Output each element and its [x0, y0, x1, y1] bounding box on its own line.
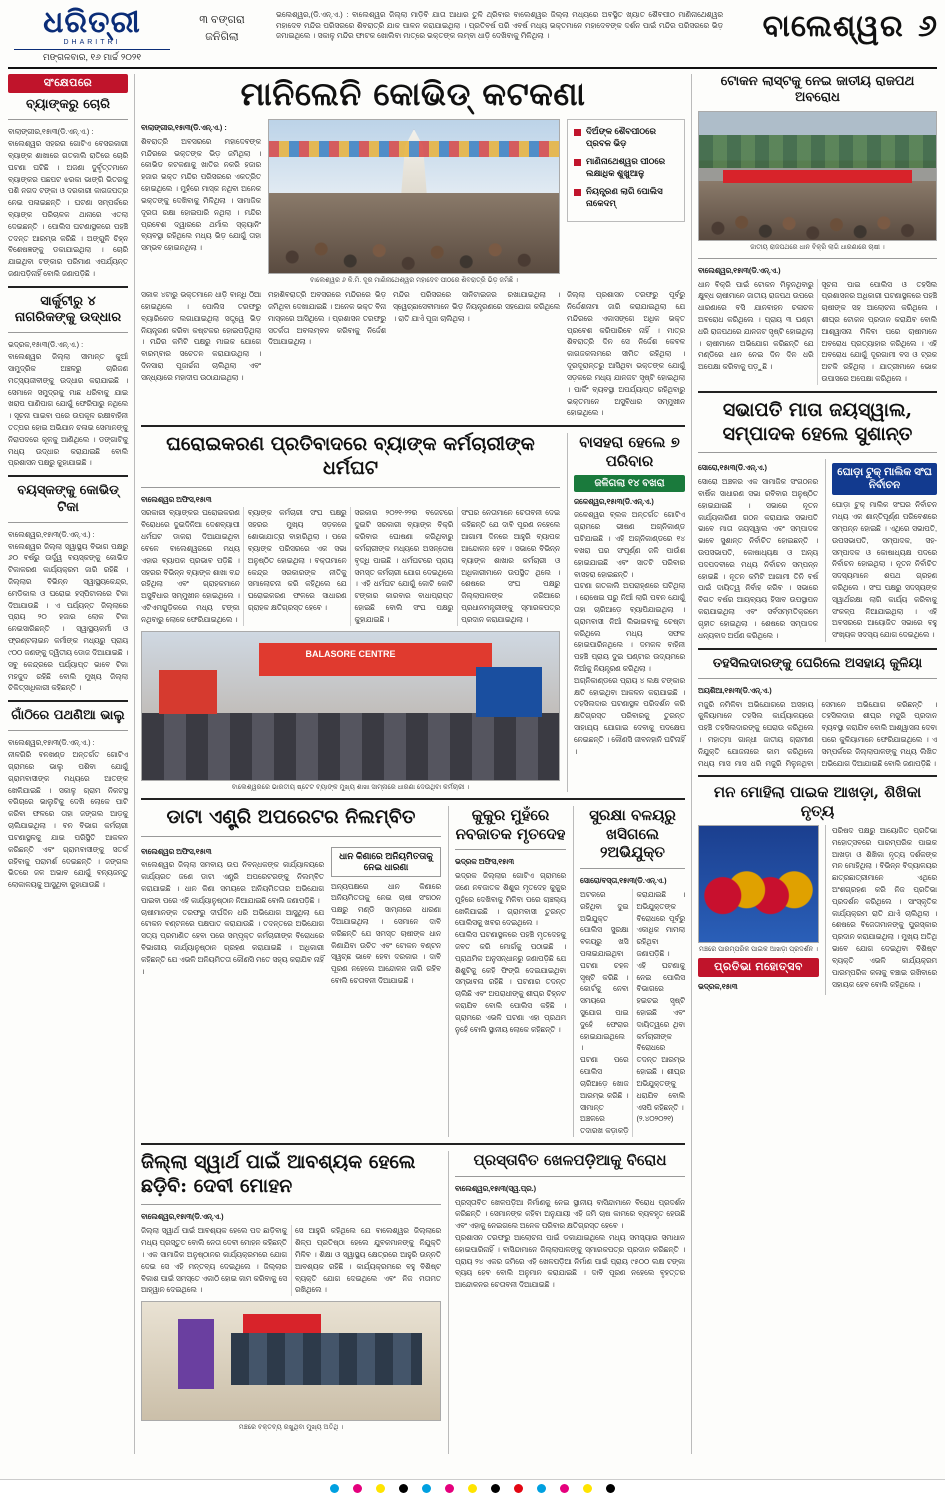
homeless-headline[interactable]: ବାସହରା ହେଲେ ୭ ପରିବାର: [579, 433, 680, 470]
lead-photo: [268, 119, 560, 274]
divider: [141, 836, 441, 837]
bottom-mid-col-2: ପ୍ରଶାସନ ତରଫରୁ ଆଲୋଚନା ପାଇଁ ଡକାଯାଇଥିଲେ ମଧ୍ୟ ସମସ୍ୟାର ସମାଧାନ ହୋଇପାରିନାହିଁ । ବାସିନ୍ଦାମାନେ ଜିଲ୍ଲାପାଳଙ୍କୁ ସ୍ମାରକପତ୍ର ପ୍ରଦାନ କରିଛନ୍ତି । ପ୍ରାୟ ୨୪ ଏକର ଜମିରେ ଏହି ଖେଳପଡ଼ିଆ ନିର୍ମାଣ ପାଇଁ ପ୍ରାୟ ୯୫୦୦ ଲକ୍ଷ ଟଙ୍କା ବ୍ୟୟ ହେବ ବୋଲି ଅନୁମାନ କରାଯାଇଛି । ଦାବି ପୂରଣ ନହେଲେ ବୃହତ୍ତର ଆନ୍ଦୋଳନର ଚେତାବନୀ ଦିଆଯାଇଛି ।: [455, 1232, 685, 1290]
homeless-dateline: ଜଳେଶ୍ୱର,୧୫ା୩(ଡି.ଏନ୍.ଏ.): [574, 496, 654, 506]
bottom-mid-story: [448, 1151, 685, 1454]
divider: [8, 119, 128, 120]
registration-dot: [583, 1484, 592, 1493]
divider: [698, 678, 937, 679]
bullet-square-icon: [574, 159, 581, 166]
divider: [455, 1176, 685, 1177]
brief-headline[interactable]: ବ୍ୟାଙ୍କରୁ ଚୋରି: [25, 97, 111, 112]
bottom-right-body: ପରିଷଦ ପକ୍ଷରୁ ଆୟୋଜିତ ପ୍ରତିଭା ମହୋତ୍ସବରେ ପାରମ୍ପରିକ ପାଇକ ଆଖଡ଼ା ଓ ଶିଖିକା ନୃତ୍ୟ ଦର୍ଶକଙ୍କ ମନ ମୋହିଥିଲା । ବିଭିନ୍ନ ବିଦ୍ୟାଳୟର ଛାତ୍ରଛାତ୍ରୀମାନେ ଏଥିରେ ଅଂଶଗ୍ରହଣ କରି ନିଜ ପ୍ରତିଭା ପ୍ରଦର୍ଶନ କରିଥିଲେ । ସାଂସ୍କୃତିକ କାର୍ଯ୍ୟକ୍ରମ ରାତି ଯାଏଁ ଚାଲିଥିଲା । ଶେଷରେ ବିଜେତାମାନଙ୍କୁ ପୁରସ୍କାର ପ୍ରଦାନ କରାଯାଇଥିଲା । ମୁଖ୍ୟ ଅତିଥି ଭାବେ ଯୋଗ ଦେଇଥିବା ବିଶିଷ୍ଟ ବ୍ୟକ୍ତି ଏଭଳି କାର୍ଯ୍ୟକ୍ରମ ପାରମ୍ପରିକ କଳାକୁ ବଞ୍ଚାଇ ରଖିବାରେ ସହାୟକ ହେବ ବୋଲି କହିଥିଲେ ।: [832, 825, 937, 989]
bottom-mid-dateline: ବାଲେଶ୍ୱର,୧୫ା୩(ସ୍ୱ.ପ୍ର.): [455, 1183, 537, 1193]
divider: [8, 700, 128, 702]
divider: [8, 332, 128, 333]
tehsildar-body-text: ମଜୁରି ନମିଳିବା ଅଭିଯୋଗରେ ଅସହାୟ କୁଳିୟାମାନେ ତହସିଲ କାର୍ଯ୍ୟାଳୟରେ ପହଞ୍ଚି ତହସିଲଦାରଙ୍କୁ ଘେରାଉ କରିଥିଲେ । ମହାତ୍ମା ଗାନ୍ଧୀ ଜାତୀୟ ଗ୍ରାମୀଣ ନିଯୁକ୍ତି ଯୋଜନାରେ କାମ କରିଥିଲେ ମଧ୍ୟ ମାସ ମାସ ଧରି ମଜୁରି ମିଳୁନଥିବା ସେମାନେ ଅଭିଯୋଗ କରିଛନ୍ତି । ତହସିଲଦାର ଶୀଘ୍ର ମଜୁରି ପ୍ରଦାନ ବ୍ୟବସ୍ଥା କରାଯିବ ବୋଲି ଆଶ୍ୱାସନା ଦେବା ପରେ କୁଳିୟାମାନେ ଫେରିଯାଇଥିଲେ । ଏ ସମ୍ପର୍କରେ ଜିଲ୍ଲାପାଳଙ୍କୁ ମଧ୍ୟ ଲିଖିତ ଅଭିଯୋଗ ଦିଆଯାଇଛି ବୋଲି ଜଣାପଡ଼ିଛି ।: [698, 699, 937, 768]
tehsildar-headline[interactable]: ତହସିଲଦାରଙ୍କୁ ଘେରିଲେ ଅସହାୟ କୁଳିୟା: [712, 655, 923, 671]
lead-body-2: ସକାଳ ୪ଟାରୁ ଭକ୍ତମାନେ ଧାଡ଼ି ବାନ୍ଧି ଠିଆ ହୋଇଥିଲେ । ପୋଲିସ ତରଫରୁ ବ୍ୟାରିକେଡ ଲଗାଯାଇଥିଲା ସତ୍ତ୍ୱେ ଭିଡ଼ ନିୟନ୍ତ୍ରଣ କରିବା କଷ୍ଟକର ହୋଇପଡ଼ିଥିଲା । ମନ୍ଦିର କମିଟି ପକ୍ଷରୁ ମାଇକ ଯୋଗେ ବାରମ୍ବାର ସଚେତନ କରାଯାଉଥିଲା । ଦିନସାରା ପୂଜାର୍ଚ୍ଚନା ଚାଲିଥିଲା ଏବଂ ସନ୍ଧ୍ୟାରେ ମହାଦୀପ ଉଠାଯାଇଥିଲା ।: [141, 290, 261, 382]
brief-dateline: ଭଦ୍ରକ,୧୫ା୩(ଡି.ଏନ୍.ଏ.) :: [8, 340, 84, 350]
page-body: [8, 74, 937, 1454]
divider: [698, 391, 937, 393]
bank-strike-dateline: ବାଲେଶ୍ୱର ଅଫିସ,୧୫ା୩: [141, 494, 212, 504]
lead-story: [141, 74, 685, 419]
data-entry-story: [141, 806, 441, 1137]
lead-photo-caption: ବାଲେଶ୍ୱର ୬ କି.ମି. ଦୂର ମାଣିନାଥେଶ୍ୱର ମହାଦେବ ପୀଠରେ ଶିବରାତ୍ରି ଭିଡ଼ ଜମିଛି ।: [310, 277, 518, 284]
divider: [8, 522, 128, 523]
bank-strike-photo: [141, 631, 560, 781]
lead-bullets-block: [567, 119, 685, 285]
bottom-mid-col-1: ପ୍ରସ୍ତାବିତ ଖେଳପଡ଼ିଆ ନିର୍ମାଣକୁ ନେଇ ସ୍ଥାନୀୟ ବାସିନ୍ଦାମାନେ ବିରୋଧ ପ୍ରଦର୍ଶନ କରିଛନ୍ତି । ସେମାନଙ୍କ କହିବା ଅନୁଯାୟୀ ଏହି ଜମି ଚାଷ କାମରେ ବ୍ୟବହୃତ ହେଉଛି ଏବଂ ଏହାକୁ ନେଇଗଲେ ଅନେକ ପରିବାର କ୍ଷତିଗ୍ରସ୍ତ ହେବେ ।: [455, 1197, 685, 1231]
lead-photo-block: [268, 119, 560, 285]
lead-bullet-list: [567, 119, 685, 222]
bank-strike-headline[interactable]: ଘରୋଇକରଣ ପ୍ରତିବାଦରେ ବ୍ୟାଙ୍କ କର୍ମଚାରୀଙ୍କ ଧର୍ମଘଟ: [166, 433, 535, 479]
bottom-left-photo: [141, 1301, 441, 1421]
brief-headline[interactable]: ଗାଁଠିରେ ପଥଣିଆ ଭାଲୁ: [11, 708, 125, 724]
divider: [141, 1143, 685, 1145]
road-block-dateline: ବାଲେଶ୍ୱର,୧୫ା୩(ଡି.ଏନ୍.ଏ.): [698, 265, 781, 275]
tehsildar-body: [698, 699, 937, 770]
bottom-right-dateline: ଭଦ୍ରକ,୧୫ା୩: [698, 982, 738, 992]
registration-dot: [353, 1484, 362, 1493]
accused-dateline: ସୋରୋ/ବସ୍ତା,୧୫ା୩(ଡି.ଏନ୍.ଏ.): [580, 876, 667, 886]
accused-col-2: ଘଟଣା ପରେ ପୋଲିସ ଚାରିଆଡ଼େ ଖୋଜ ଆରମ୍ଭ କରିଛି । ସୀମାନ୍ତ ଅଞ୍ଚଳରେ ତଦାରଖ କଡ଼ାକଡ଼ି କରାଯାଇଛି । ଅଭିଯୁକ୍ତଙ୍କ ବିରୋଧରେ ପୂର୍ବରୁ ଏକାଧିକ ମାମଲା ରହିଥିବା ଜଣାପଡ଼ିଛି ।: [580, 889, 685, 1136]
bank-strike-col-4: ସଂଘର ନେତାମାନେ ଚେତାବନୀ ଦେଇ କହିଛନ୍ତି ଯେ ଦାବି ପୂରଣ ନହେଲେ ଆଗାମୀ ଦିନରେ ଆହୁରି ବ୍ୟାପକ ଆନ୍ଦୋଳନ ହେବ । ସଭାରେ ବିଭିନ୍ନ ବ୍ୟାଙ୍କ ଶାଖାର କର୍ମଚାରୀ ଓ ଅଧିକାରୀମାନେ ଉପସ୍ଥିତ ଥିଲେ । ଶେଷରେ ସଂଘ ପକ୍ଷରୁ ଜିଲ୍ଲାପାଳଙ୍କ ଜରିଆରେ ପ୍ରଧାନମନ୍ତ୍ରୀଙ୍କୁ ସ୍ମାରକପତ୍ର ପ୍ରଦାନ କରାଯାଇଥିଲା ।: [461, 508, 560, 624]
logo-subtitle: DHARITRI: [63, 39, 121, 46]
president-headline[interactable]: ସଭାପତି ମାତା ଜୟସ୍ୱାଲ, ସମ୍ପାଦକ ହେଲେ ସୁଶାନ୍ତ: [722, 398, 913, 445]
data-entry-headline[interactable]: ଡାଟା ଏଣ୍ଟ୍ରି ଅପରେଟର ନିଲମ୍ବିତ: [166, 805, 416, 828]
divider: [8, 730, 128, 731]
brief-dateline: ବାଲେଶ୍ୱର,୧୫ା୩(ଡି.ଏନ୍.ଏ.) :: [8, 738, 95, 748]
bullet-text: ଦିଅଁଙ୍କ ଶୈବପୀଠରେ ପ୍ରବଳ ଭିଡ଼: [586, 126, 656, 148]
brief-body: ନୀଳଗିରି ବନଖଣ୍ଡ ଅନ୍ତର୍ଗତ ଗୋଟିଏ ଗ୍ରାମରେ ଭାଲୁ ପଶିବା ଯୋଗୁଁ ଗ୍ରାମବାସୀଙ୍କ ମଧ୍ୟରେ ଆତଙ୍କ ଖେଳିଯାଇଛି । ସକାଳୁ ଗ୍ରାମ ନିକଟସ୍ଥ ବଗିଚାରେ ଭାଲୁଟିକୁ ଦେଖି ଲୋକେ ପାଟି କରିବା ଫଳରେ ତାହା ଜଙ୍ଗଲ ଆଡ଼କୁ ଚାଲିଯାଇଥିଲା । ବନ ବିଭାଗ କର୍ମଚାରୀ ଘଟଣାସ୍ଥଳକୁ ଯାଇ ପରିସ୍ଥିତି ଆକଳନ କରିଛନ୍ତି ଏବଂ ଗ୍ରାମବାସୀଙ୍କୁ ସତର୍କ ରହିବାକୁ ପରାମର୍ଶ ଦେଇଛନ୍ତି । ଜଙ୍ଗଲ ଭିତରେ ଜଳ ଅଭାବ ଯୋଗୁଁ ବନ୍ୟଜନ୍ତୁ ଲୋକାଳୟକୁ ଆସୁଥିବା କୁହାଯାଉଛି ।: [8, 750, 128, 890]
lead-text-col: [141, 119, 261, 285]
bottom-right-story: [698, 783, 937, 1454]
divider: [141, 798, 685, 800]
bullet-text: ନିୟନ୍ତ୍ରଣ ଲାଗି ପୋଲିସ ନାକେଦମ୍: [586, 186, 663, 208]
bullet-item: [574, 126, 678, 149]
masthead-tagline: [176, 6, 268, 63]
logo-text: ଧରିତ୍ରୀ: [43, 5, 141, 40]
masthead-edition-block: [731, 6, 937, 63]
brief-item: [8, 483, 128, 694]
registration-dot: [468, 1484, 477, 1493]
registration-dot: [445, 1484, 454, 1493]
page-number: ୬: [918, 10, 937, 43]
infant-body-2: ପୋଲିସ ଘଟଣାସ୍ଥଳରେ ପହଞ୍ଚି ମୃତଦେହକୁ ଜବତ କରି ମୋର୍ଗକୁ ପଠାଇଛି । ପ୍ରାଥମିକ ଅନୁସନ୍ଧାନରୁ ଜଣାପଡ଼ିଛି ଯେ ଶିଶୁଟିକୁ କେହି ଫିଙ୍ଗି ଦେଇଯାଇଥିବା ସମ୍ଭାବନା ରହିଛି । ଘଟଣାର ତଦନ୍ତ ଚାଲିଛି ଏବଂ ଅପରାଧୀଙ୍କୁ ଶୀଘ୍ର ଚିହ୍ନଟ କରାଯିବ ବୋଲି ପୋଲିସ କହିଛି । ଗ୍ରାମରେ ଏଭଳି ଘଟଣା ଏହା ପ୍ରଥମ ନୁହେଁ ବୋଲି ସ୍ଥାନୀୟ ଲୋକେ କହିଛନ୍ତି ।: [455, 930, 566, 1034]
divider: [8, 475, 128, 477]
briefs-column: [8, 74, 128, 1454]
bank-strike-photo-caption: ବାଲେଶ୍ୱରରେ ଭାରତୀୟ ଷ୍ଟେଟ ବ୍ୟାଙ୍କ ମୁଖ୍ୟ ଶାଖା ସାମ୍ନାରେ ଧାରଣା ଦେଉଥିବା କର୍ମଚାରୀ ।: [231, 783, 470, 791]
divider: [698, 258, 937, 259]
brief-body: ବାଲେଶ୍ୱର ଜିଲ୍ଲା ସୀମାନ୍ତ କୁଆଁ ସାମୁଦ୍ରିକ ଅଞ୍ଚଳରୁ ଚାରିଜଣ ମତ୍ସ୍ୟଜୀବୀଙ୍କୁ ଉଦ୍ଧାର କରାଯାଇଛି । ସେମାନେ ସମୁଦ୍ରକୁ ମାଛ ଧରିବାକୁ ଯାଇ ଖରାପ ପାଣିପାଗ ଯୋଗୁଁ ଫେରିପାରୁ ନଥିଲେ । ସୂଚନା ପାଇବା ପରେ ଉପକୂଳ ରକ୍ଷୀବାହିନୀ ତତ୍ପର ହୋଇ ଅଭିଯାନ ଚଳାଇ ସେମାନଙ୍କୁ ନିରାପଦରେ କୂଳକୁ ଆଣିଥିଲେ । ଡଙ୍ଗାଟିକୁ ମଧ୍ୟ ଉଦ୍ଧାର କରାଯାଇଛି ବୋଲି ପ୍ରଶାସନ ପକ୍ଷରୁ କୁହାଯାଇଛି ।: [8, 352, 128, 468]
infant-body-1: ଭଦ୍ରକ ଜିଲ୍ଲାର ଗୋଟିଏ ଗ୍ରାମରେ ଜଣେ ନବଜାତକ ଶିଶୁର ମୃତଦେହ କୁକୁର ମୁହଁରେ ଦେଖିବାକୁ ମିଳିବା ପରେ ଚାଞ୍ଚଲ୍ୟ ଖେଳିଯାଇଛି । ଗ୍ରାମବାସୀ ତୁରନ୍ତ ପୋଲିସକୁ ଖବର ଦେଇଥିଲେ ।: [455, 871, 566, 928]
registration-dot: [514, 1484, 523, 1493]
data-entry-col-1: ବାଲେଶ୍ୱର ଜିଲ୍ଲା ସମବାୟ ଉପ ନିବନ୍ଧକଙ୍କ କାର୍ଯ୍ୟାଳୟରେ କାର୍ଯ୍ୟରତ ଜଣେ ଡାଟା ଏଣ୍ଟ୍ରି ଅପରେଟରଙ୍କୁ ନିଲମ୍ବିତ କରାଯାଇଛି । ଧାନ କିଣା ସମୟରେ ଅନିୟମିତତାର ଅଭିଯୋଗ ପାଇବା ପରେ ଏହି କାର୍ଯ୍ୟାନୁଷ୍ଠାନ ନିଆଯାଇଛି ବୋଲି ଜଣାପଡ଼ିଛି ।: [141, 860, 324, 905]
data-entry-dateline: ବାଲେଶ୍ୱର ଅଫିସ,୧୫ା୩: [141, 846, 212, 856]
homeless-body-1: ଜଳେଶ୍ୱର ବ୍ଲକ ଅନ୍ତର୍ଗତ ଗୋଟିଏ ଗ୍ରାମରେ ଭୀଷଣ ଅଗ୍ନିକାଣ୍ଡ ଘଟିଯାଇଛି । ଏହି ଅଗ୍ନିକାଣ୍ଡରେ ୧୪ ବଖରା ଘର ସଂପୂର୍ଣ୍ଣ ଜଳି ପାଉଁଶ ହୋଇଯାଇଛି ଏବଂ ସାତଟି ପରିବାର ବାସହରା ହୋଇଛନ୍ତି ।: [574, 510, 685, 579]
divider: [8, 286, 128, 288]
divider: [141, 425, 685, 427]
brief-dateline: ବାଲାଙ୍ଗୀର,୧୫ା୩(ଡି.ଏନ୍.ଏ.) :: [8, 127, 94, 137]
road-block-photo: [698, 111, 937, 241]
lead-dateline: ବାଲାଙ୍ଗୀର,୧୫ା୩(ଡି.ଏନ୍.ଏ.) :: [141, 123, 227, 132]
lead-headline[interactable]: ମାନିଲେନି କୋଭିଡ୍ କଟକଣା: [240, 75, 586, 113]
divider: [455, 849, 566, 850]
bottom-left-photo-caption: ମଞ୍ଚରେ ବକ୍ତବ୍ୟ ରଖୁଥିବା ମୁଖ୍ୟ ଅତିଥି ।: [238, 1424, 344, 1432]
data-entry-col-2: ଚାଷୀମାନଙ୍କ ତରଫରୁ ଦୀର୍ଘଦିନ ଧରି ଅଭିଯୋଗ ଆସୁଥିଲା ଯେ ଟୋକନ ବଣ୍ଟନରେ ପକ୍ଷପାତ କରାଯାଉଛି । ତଦନ୍ତରେ ଅଭିଯୋଗ ସତ୍ୟ ପ୍ରମାଣିତ ହେବା ପରେ ସମ୍ପୃକ୍ତ କର୍ମଚାରୀଙ୍କ ବିରୋଧରେ ବିଭାଗୀୟ କାର୍ଯ୍ୟାନୁଷ୍ଠାନ ଗ୍ରହଣ କରାଯାଇଛି । ଅଧିକାରୀ କହିଛନ୍ତି ଯେ ଏଭଳି ଅନିୟମିତତା କୌଣସି ମତେ ସହ୍ୟ କରାଯିବ ନାହିଁ ।: [141, 907, 324, 976]
bottom-left-body: [141, 1225, 441, 1296]
homeless-kicker: ଜଳିଗଲା ୧୪ ବଖରା: [574, 475, 685, 492]
homeless-body-2: ଘଟଣା ଗତକାଲି ଅପରାହ୍ଣରେ ଘଟିଥିଲା । ରୋଷେଇ ଘରୁ ନିଆଁ ଲାଗି ପବନ ଯୋଗୁଁ ତାହା ଚାରିଆଡ଼େ ବ୍ୟାପିଯାଇଥିଲା । ଗ୍ରାମବାସୀ ନିଆଁ ଲିଭାଇବାକୁ ଚେଷ୍ଟା କରିଥିଲେ ମଧ୍ୟ ସଫଳ ହୋଇପାରିନଥିଲେ । ଦମକଳ ବାହିନୀ ପହଞ୍ଚି ପ୍ରାୟ ଦୁଇ ଘଣ୍ଟାର ଉଦ୍ୟମରେ ନିଆଁକୁ ନିୟନ୍ତ୍ରଣ କରିଥିଲା ।: [574, 581, 685, 674]
brief-headline[interactable]: ସାର୍କୁଟୀରୁ ୪ ନାଗରିକଙ୍କୁ ଉଦ୍ଧାର: [14, 293, 122, 326]
edition-name: ବାଲେଶ୍ୱର: [762, 10, 904, 43]
road-block-col-1: ଧାନ ବିକ୍ରି ପାଇଁ ଟୋକନ ମିଳୁନଥିବାରୁ କ୍ଷୁବ୍ଧ ଚାଷୀମାନେ ଜାତୀୟ ରାଜପଥ ଉପରେ ଧାରଣାରେ ବସି ଯାନବାହନ ଚଳାଚଳ ଅବରୋଧ କରିଥିଲେ । ପ୍ରାୟ ୩ ଘଣ୍ଟା ଧରି ରାଜପଥରେ ଯାନଜଟ ସୃଷ୍ଟି ହୋଇଥିଲା । ଚାଷୀମାନେ ଅଭିଯୋଗ କରିଛନ୍ତି ଯେ ମଣ୍ଡିରେ ଧାନ ନେଇ ଦିନ ଦିନ ଧରି ଅପେକ୍ଷା କରିବାକୁ ପଡ଼ୁଛି ।: [698, 279, 814, 372]
bullet-item: [574, 156, 678, 179]
masthead: [8, 6, 937, 69]
registration-dot: [537, 1484, 546, 1493]
brief-item: [8, 294, 128, 469]
divider: [580, 868, 685, 869]
briefs-section-header: ସଂକ୍ଷେପରେ: [8, 74, 128, 93]
bullet-square-icon: [574, 129, 581, 136]
lead-sub-2: ମନ୍ଦିର ପରିସରରେ ସାନିଟାଇଜର ରଖାଯାଇଥିଲା । ସ୍ୱେଚ୍ଛାସେବୀମାନେ ଭିଡ଼ ନିୟନ୍ତ୍ରଣରେ ସହଯୋଗ କରିଥିଲେ । ରାତି ଯାଏଁ ପୂଜା ଚାଲିଥିଲା ।: [393, 290, 560, 323]
brief-item: [8, 97, 128, 280]
bottom-right-headline[interactable]: ମନ ମୋହିଲା ପାଇକ ଆଖଡ଼ା, ଶିଖିକା ନୃତ୍ୟ: [713, 783, 922, 821]
divider: [141, 487, 560, 488]
data-entry-box-note: ଧାନ କିଣାରେ ଅନିୟମିତତାକୁ ନେଇ ଧାରଣା: [331, 847, 441, 877]
data-entry-col-3: ଅନ୍ୟପକ୍ଷରେ ଧାନ କିଣାରେ ଅନିୟମିତତାକୁ ନେଇ ଚାଷୀ ସଂଗଠନ ପକ୍ଷରୁ ମଣ୍ଡି ସାମ୍ନାରେ ଧାରଣା ଦିଆଯାଇଥିଲା । ସେମାନେ ଦାବି କରିଛନ୍ତି ଯେ ସମସ୍ତ ଚାଷୀଙ୍କ ଧାନ କିଣାଯିବା ଉଚିତ ଏବଂ ଟୋକନ ବଣ୍ଟନ ସ୍ୱଚ୍ଛ ଭାବେ ହେବା ଦରକାର । ଦାବି ପୂରଣ ନହେଲେ ଆନ୍ଦୋଳନ ଜାରି ରହିବ ବୋଲି ଚେତାବନୀ ଦିଆଯାଇଛି ।: [331, 881, 441, 986]
brief-body: ବାଲେଶ୍ୱର ଜିଲ୍ଲା ସ୍ୱାସ୍ଥ୍ୟ ବିଭାଗ ପକ୍ଷରୁ ୬୦ ବର୍ଷରୁ ଊର୍ଦ୍ଧ୍ୱ ବୟସ୍କଙ୍କୁ କୋଭିଡ ଟିକାକରଣ କାର୍ଯ୍ୟକ୍ରମ ଜାରି ରହିଛି । ଜିଲ୍ଲାର ବିଭିନ୍ନ ସ୍ୱାସ୍ଥ୍ୟକେନ୍ଦ୍ର, ମେଡିକାଲ ଓ ଘରୋଇ ହସ୍ପିଟାଲରେ ଟିକା ଦିଆଯାଉଛି । ଏ ପର୍ଯ୍ୟନ୍ତ ଜିଲ୍ଲାରେ ପ୍ରାୟ ୨୦ ହଜାର ଲୋକ ଟିକା ନେଇସାରିଛନ୍ତି । ସ୍ୱାସ୍ଥ୍ୟକର୍ମୀ ଓ ଫ୍ରଣ୍ଟଲାଇନ କର୍ମୀଙ୍କ ମଧ୍ୟରୁ ପ୍ରାୟ ୯୦୦ ଜଣଙ୍କୁ ଦ୍ୱିତୀୟ ଡୋଜ ଦିଆଯାଇଛି । ସବୁ କେନ୍ଦ୍ରରେ ପର୍ଯ୍ୟାପ୍ତ ଭାବେ ଟିକା ମହଜୁଦ ରହିଛି ବୋଲି ମୁଖ୍ୟ ଜିଲ୍ଲା ଚିକିତ୍ସାଧିକାରୀ କହିଛନ୍ତି ।: [8, 541, 128, 693]
accused-story: [573, 806, 685, 1137]
brief-dateline: ବାଲେଶ୍ୱର,୧୫ା୩(ଡି.ଏନ୍.ଏ.) :: [8, 529, 95, 539]
homeless-story: [567, 433, 685, 792]
right-column: [691, 74, 937, 1454]
bottom-mid-headline[interactable]: ପ୍ରସ୍ତାବିତ ଖେଳପଡ଼ିଆକୁ ବିରୋଧ: [473, 1150, 667, 1169]
road-block-body: [698, 279, 937, 385]
bullet-text: ମାଣିନାଥେଶ୍ୱର ପୀଠରେ ଲକ୍ଷାଧିକ ଶୁଖୁଆଳୁ: [586, 156, 666, 178]
bullet-item: [574, 186, 678, 209]
bottom-right-badge: ପ୍ରତିଭା ମହୋତ୍ସବ: [698, 958, 819, 977]
photo-banner-text: BALASORE CENTRE: [305, 649, 396, 660]
bottom-left-col-2: ସେ ଆହୁରି କହିଥିଲେ ଯେ ବାଲେଶ୍ୱର ଜିଲ୍ଲାରେ ଶିଳ୍ପ ପ୍ରତିଷ୍ଠା ହେଲେ ଯୁବକମାନଙ୍କୁ ନିଯୁକ୍ତି ମିଳିବ । ଶିକ୍ଷା ଓ ସ୍ୱାସ୍ଥ୍ୟ କ୍ଷେତ୍ରରେ ଆହୁରି ଉନ୍ନତି ଆବଶ୍ୟକ ରହିଛି । କାର୍ଯ୍ୟକ୍ରମରେ ବହୁ ବିଶିଷ୍ଟ ବ୍ୟକ୍ତି ଯୋଗ ଦେଇଥିଲେ ଏବଂ ନିଜ ମତାମତ ରଖିଥିଲେ ।: [295, 1226, 441, 1295]
infant-story: [448, 806, 566, 1137]
registration-dot: [330, 1484, 339, 1493]
registration-dot: [376, 1484, 385, 1493]
tehsildar-dateline: ଅୟଶିଆ,୧୫ା୩(ଡି.ଏନ୍.ଏ.): [698, 685, 772, 695]
tehsildar-story: [698, 656, 937, 770]
brief-headline[interactable]: ବୟସ୍କଙ୍କୁ କୋଭିଡ୍ ଟିକା: [17, 483, 119, 515]
registration-dot: [606, 1484, 615, 1493]
road-block-headline[interactable]: ଟୋକନ ଲାସ୍ଟକୁ ନେଇ ଜାତୀୟ ରାଜପଥ ଅବରୋଧ: [720, 74, 915, 106]
bottom-left-headline[interactable]: ଜିଲ୍ଲା ସ୍ୱାର୍ଥ ପାଇଁ ଆବଶ୍ୟକ ହେଲେ ଛଡ଼ିବି: ଦେବୀ ମୋହନ: [141, 1150, 416, 1197]
masthead-tagline-line2: ଜନିଗିଲା: [205, 30, 239, 43]
bottom-right-photo-caption: ମଞ୍ଚରେ ପାରମ୍ପରିକ ପାଇକ ଆଖଡ଼ା ପ୍ରଦର୍ଶନ ।: [699, 945, 818, 953]
bottom-left-dateline: ବାଲେଶ୍ୱର,୧୫ା୩(ଡି.ଏନ୍.ଏ.): [141, 1212, 224, 1222]
bullet-square-icon: [574, 189, 581, 196]
masthead-logo: [8, 6, 176, 63]
logo-divider: [14, 49, 170, 50]
bank-strike-body: [141, 507, 560, 625]
accused-body: [580, 889, 685, 1137]
bottom-right-photo: [698, 825, 819, 943]
president-sub-header: ଘୋଡ଼ା ଟୁକ୍ ମାଲିକ ସଂଘ ନିର୍ବାଚନ: [832, 463, 937, 495]
bottom-left-story: [141, 1151, 441, 1454]
divider: [698, 452, 937, 453]
infant-dateline: ଭଦ୍ରକ ଅଫିସ,୧୫ା୩: [455, 857, 515, 867]
lead-body-1: ଶିବରାତ୍ରି ଅବସରରେ ମହାଦେବଙ୍କ ମନ୍ଦିରରେ ଭକ୍ତଙ୍କ ଭିଡ଼ ଜମିଥିଲା । କୋଭିଡ କଟକଣାକୁ ଖାତିର ନକରି ହଜାର ହଜାର ଭକ୍ତ ମନ୍ଦିର ପରିସରରେ ଏକତ୍ରିତ ହୋଇଥିଲେ । ମୁହଁରେ ମାସ୍କ ନଥିବା ଅନେକ ଭକ୍ତଙ୍କୁ ଦେଖିବାକୁ ମିଳିଥିଲା । ସାମାଜିକ ଦୂରତା ରକ୍ଷା ହୋଇପାରି ନଥିଲା । ମନ୍ଦିର ପ୍ରବେଶ ଦ୍ୱାରରେ ଥର୍ମାଲ ସ୍କ୍ୟାନିଂ ବ୍ୟବସ୍ଥା ରହିଥିଲେ ମଧ୍ୟ ଭିଡ଼ ଯୋଗୁଁ ତାହା ସମ୍ଭବ ହୋଇନଥିଲା ।: [141, 136, 261, 253]
bank-strike-col-2: ବ୍ୟାଙ୍କ କର୍ମଚାରୀ ସଂଘ ପକ୍ଷରୁ ସହରର ମୁଖ୍ୟ ସଡ଼କରେ ଶୋଭାଯାତ୍ରା ବାହାରିଥିଲା । ପରେ ବ୍ୟାଙ୍କ ପରିସରରେ ଏକ ସଭା ଅନୁଷ୍ଠିତ ହୋଇଥିଲା । ବକ୍ତାମାନେ କେନ୍ଦ୍ର ସରକାରଙ୍କ ନୀତିକୁ ସମାଲୋଚନା କରି କହିଥିଲେ ଯେ ଘରୋଇକରଣ ଫଳରେ ସାଧାରଣ ଗ୍ରାହକ କ୍ଷତିଗ୍ରସ୍ତ ହେବେ ।: [247, 508, 347, 612]
infant-headline[interactable]: କୁକୁର ମୁହଁରେ ନବଜାତକ ମୃତଦେହ: [455, 805, 566, 843]
president-story: [698, 399, 937, 642]
accused-headline[interactable]: ସୁରକ୍ଷା ବଳୟରୁ ଖସିଗଲେ ୨ଅଭିଯୁକ୍ତ: [589, 805, 676, 862]
bank-strike-col-3: ସରକାର ୨୦୨୧-୨୨ର ବଜେଟରେ ଦୁଇଟି ସରକାରୀ ବ୍ୟାଙ୍କ ବିକ୍ରି କରିବାର ଘୋଷଣା କରିଥିବାରୁ କର୍ମଚାରୀଙ୍କ ମଧ୍ୟରେ ଅସନ୍ତୋଷ ବୃଦ୍ଧି ପାଇଛି । ଧର୍ମଘଟରେ ପ୍ରାୟ ସମସ୍ତ କର୍ମଚାରୀ ଯୋଗ ଦେଇଥିଲେ । ଏହି ଧର୍ମଘଟ ଯୋଗୁଁ କୋଟି କୋଟି ଟଙ୍କାର କାରବାର ବାଧାପ୍ରାପ୍ତ ହୋଇଛି ବୋଲି ସଂଘ ପକ୍ଷରୁ କୁହାଯାଇଛି ।: [354, 508, 454, 624]
bank-strike-col-1: ସରକାରୀ ବ୍ୟାଙ୍କର ଘରୋଇକରଣ ବିରୋଧରେ ଦୁଇଦିନିଆ ଦେଶବ୍ୟାପୀ ଧର୍ମଘଟ ଡାକରା ଦିଆଯାଇଥିବା ବେଳେ ବାଲେଶ୍ୱରରେ ମଧ୍ୟ ଏହାର ବ୍ୟାପକ ପ୍ରଭାବ ପଡ଼ିଛି । ସହରର ବିଭିନ୍ନ ବ୍ୟାଙ୍କ ଶାଖା ବନ୍ଦ ରହିଥିଲା ଏବଂ ଗ୍ରାହକମାନେ ଅସୁବିଧାର ସମ୍ମୁଖୀନ ହୋଇଥିଲେ । ଏଟିଏମଗୁଡ଼ିକରେ ମଧ୍ୟ ଟଙ୍କା ନଥିବାରୁ ଲୋକେ ଫେରିଯାଇଥିଲେ ।: [141, 508, 240, 624]
homeless-body-3: ଅଗ୍ନିକାଣ୍ଡରେ ପ୍ରାୟ ୪ ଲକ୍ଷ ଟଙ୍କାର କ୍ଷତି ହୋଇଥିବା ଆକଳନ କରାଯାଇଛି । ତହସିଲଦାର ଘଟଣାସ୍ଥଳ ପରିଦର୍ଶନ କରି କ୍ଷତିଗ୍ରସ୍ତ ପରିବାରକୁ ତୁରନ୍ତ ସାହାଯ୍ୟ ଯୋଗାଇ ଦେବାକୁ ପଦକ୍ଷେପ ନେଇଛନ୍ତି । କୌଣସି ଜୀବନହାନି ଘଟିନାହିଁ ।: [574, 675, 685, 756]
masthead-brief: ଭଲେଶ୍ୱର,(ଡି.ଏନ୍.ଏ.) : ବାଲେଶ୍ୱର ଜିଲ୍ଲା ମାଡ଼ିବି ଯାତା ଆଧାର ତୁଳି ଥ୍ରିବାର ବାଲେଶ୍ୱର ଜିଲ୍ଲା ମଧ୍ୟରେ ଅବସ୍ଥିତ ଖ୍ୟାତ ଶୈବପୀଠ ମାଣିନାଥେଶ୍ୱର ମହାଦେବ ମନ୍ଦିର ପରିସରରେ ଶିବରାତ୍ରି ଯାକ ପାଳନ କରାଯାଇଥିଲା । ପ୍ରତିବର୍ଷ ପରି ଏବର୍ଷ ମଧ୍ୟ ଭକ୍ତମାନେ ମହାଦେବଙ୍କ ଦର୍ଶନ ପାଇଁ ମନ୍ଦିର ପରିସରରେ ଭିଡ଼ ଜମାଇଥିଲେ । ସକାଳୁ ମନ୍ଦିର ଫାଟକ ଖୋଲିବା ମାତ୍ରେ ଭକ୍ତଙ୍କ ଲମ୍ବା ଧାଡ଼ି ଦେଖିବାକୁ ମିଳିଥିଲା ।: [276, 10, 723, 41]
masthead-tagline-line1: ୩ ବଙ୍ଗରା: [199, 14, 245, 26]
president-dateline: ସୋରୋ,୧୫ା୩(ଡି.ଏନ୍.ଏ.): [698, 463, 767, 473]
accused-col-3: ଏହି ଘଟଣାକୁ ନେଇ ପୋଲିସ ବିଭାଗରେ ହଇଚଇ ସୃଷ୍ଟି ହୋଇଛି ଏବଂ ଦାୟିତ୍ୱରେ ଥିବା କର୍ମଚାରୀଙ୍କ ବିରୋଧରେ ତଦନ୍ତ ଆରମ୍ଭ ହୋଇଛି । ଶୀଘ୍ର ଅଭିଯୁକ୍ତଙ୍କୁ ଧରାଯିବ ବୋଲି ଏସପି କହିଛନ୍ତି ।: [636, 960, 685, 1112]
president-body-2: ଘୋଡ଼ା ଟୁକ୍ ମାଲିକ ସଂଘର ନିର୍ବାଚନ ମଧ୍ୟ ଏକ ଶାନ୍ତିପୂର୍ଣ୍ଣ ପରିବେଶରେ ସମ୍ପନ୍ନ ହୋଇଛି । ଏଥିରେ ସଭାପତି, ଉପସଭାପତି, ସମ୍ପାଦକ, ସହ-ସମ୍ପାଦକ ଓ କୋଷାଧ୍ୟକ୍ଷ ପଦରେ ନିର୍ବାଚନ ହୋଇଥିଲା । ନୂତନ ନିର୍ବାଚିତ ସଦସ୍ୟମାନେ ଶପଥ ଗ୍ରହଣ କରିଥିଲେ । ସଂଘ ପକ୍ଷରୁ ସଦସ୍ୟଙ୍କ ସ୍ୱାର୍ଥରକ୍ଷା ଲାଗି କାର୍ଯ୍ୟ କରିବାକୁ ସଂକଳ୍ପ ନିଆଯାଇଥିଲା । ଏହି ଅବସରରେ ଆୟୋଜିତ ସଭାରେ ବହୁ ସଂଖ୍ୟକ ସଦସ୍ୟ ଯୋଗ ଦେଇଥିଲେ ।: [832, 500, 937, 640]
road-block-col-2: ସୂଚନା ପାଇ ପୋଲିସ ଓ ତହସିଲ ପ୍ରଶାସନର ଅଧିକାରୀ ଘଟଣାସ୍ଥଳରେ ପହଞ୍ଚି ଚାଷୀଙ୍କ ସହ ଆଲୋଚନା କରିଥିଲେ । ଶୀଘ୍ର ଟୋକନ ପ୍ରଦାନ କରାଯିବ ବୋଲି ଆଶ୍ୱାସନା ମିଳିବା ପରେ ଚାଷୀମାନେ ଅବରୋଧ ପ୍ରତ୍ୟାହାର କରିଥିଲେ । ଏହି ଅବରୋଧ ଯୋଗୁଁ ଦୂରଗାମୀ ବସ ଓ ଟ୍ରକ ଅଟକି ରହିଥିଲା । ଯାତ୍ରୀମାନେ ଭୋକ ଉପାସରେ ଅପେକ୍ଷା କରିଥିଲେ ।: [821, 279, 937, 384]
registration-bar: [0, 1479, 945, 1497]
registration-dot: [399, 1484, 408, 1493]
main-column: [134, 74, 685, 1454]
registration-dot: [491, 1484, 500, 1493]
road-block-story: [698, 74, 937, 385]
accused-date-ref: (୨.୪୦୨୦୨୧): [636, 1114, 674, 1124]
bottom-left-col-1: ଜିଲ୍ଲା ସ୍ୱାର୍ଥ ପାଇଁ ଆବଶ୍ୟକ ହେଲେ ପଦ ଛାଡ଼ିବାକୁ ମଧ୍ୟ ପ୍ରସ୍ତୁତ ବୋଲି ନେତା ଦେବୀ ମୋହନ କହିଛନ୍ତି । ଏକ ସାମାଜିକ ଅନୁଷ୍ଠାନର କାର୍ଯ୍ୟକ୍ରମରେ ଯୋଗ ଦେଇ ସେ ଏହି ମନ୍ତବ୍ୟ ଦେଇଥିଲେ । ଜିଲ୍ଲାର ବିକାଶ ପାଇଁ ସମସ୍ତେ ଏକାଠି ହୋଇ କାମ କରିବାକୁ ସେ ଆହ୍ୱାନ ଦେଇଥିଲେ ।: [141, 1226, 287, 1295]
president-body: ସୋରୋ ଅଞ୍ଚଳର ଏକ ସାମାଜିକ ସଂଗଠନର ବାର୍ଷିକ ସାଧାରଣ ସଭା ରବିବାର ଅନୁଷ୍ଠିତ ହୋଇଯାଇଛି । ସଭାରେ ନୂତନ କାର୍ଯ୍ୟକାରିଣୀ ଗଠନ କରାଯାଇ ସଭାପତି ଭାବେ ମାତା ଜୟସ୍ୱାଲ ଏବଂ ସମ୍ପାଦକ ଭାବେ ସୁଶାନ୍ତ ନିର୍ବାଚିତ ହୋଇଛନ୍ତି । ଉପସଭାପତି, କୋଷାଧ୍ୟକ୍ଷ ଓ ଅନ୍ୟ ପଦପଦବୀରେ ମଧ୍ୟ ନିର୍ବାଚନ ସମ୍ପନ୍ନ ହୋଇଛି । ନୂତନ କମିଟି ଆଗାମୀ ତିନି ବର୍ଷ ପାଇଁ ଦାୟିତ୍ୱ ନିର୍ବାହ କରିବ । ସଭାରେ ବିଗତ ବର୍ଷର ଆୟବ୍ୟୟ ହିସାବ ଉପସ୍ଥାପନ କରାଯାଇଥିଲା ଏବଂ ସର୍ବସମ୍ମତିକ୍ରମେ ଗୃହୀତ ହୋଇଥିଲା । ଶେଷରେ ସମ୍ପାଦକ ଧନ୍ୟବାଦ ଅର୍ପଣ କରିଥିଲେ ।: [698, 477, 818, 640]
divider: [698, 775, 937, 777]
divider: [141, 1204, 441, 1205]
brief-body: ବାଲେଶ୍ୱର ସହରର ଗୋଟିଏ ବେସରକାରୀ ବ୍ୟାଙ୍କ ଶାଖାରେ ଗତକାଲି ରାତିରେ ଚୋରି ଘଟଣା ଘଟିଛି । ଅଜଣା ଦୁର୍ବୃତ୍ତମାନେ ବ୍ୟାଙ୍କର ପଛପଟ ଝରକା ଭାଙ୍ଗି ଭିତରକୁ ପଶି ନଗଦ ଟଙ୍କା ଓ ଦରକାରୀ କାଗଜପତ୍ର ନେଇ ପଳାଇଛନ୍ତି । ଘଟଣା ସମ୍ପର୍କରେ ବ୍ୟାଙ୍କ ପରିଚାଳକ ଥାନାରେ ଏତଲା ଦେଇଛନ୍ତି । ପୋଲିସ ଘଟଣାସ୍ଥଳରେ ପହଞ୍ଚି ତଦନ୍ତ ଆରମ୍ଭ କରିଛି । ଅଙ୍ଗୁଳି ଚିହ୍ନ ବିଶେଷଜ୍ଞଙ୍କୁ ଡକାଯାଇଥିଲା । ଚୋରି ଯାଇଥିବା ଟଙ୍କାର ପରିମାଣ ଏପର୍ଯ୍ୟନ୍ତ ଜଣାପଡ଼ିନାହିଁ ବୋଲି ଜଣାପଡ଼ିଛି ।: [8, 139, 128, 278]
registration-dot: [560, 1484, 569, 1493]
lead-sub-1: ମହାଶିବରାତ୍ରି ଅବସରରେ ମନ୍ଦିରରେ ଭିଡ଼ ଜମିଥିବା ଦେଖାଯାଇଛି । ଅନେକ ଭକ୍ତ ବିନା ମାସ୍କରେ ଆସିଥିଲେ । ପ୍ରଶାସନ ତରଫରୁ ସତର୍କତା ଅବଲମ୍ବନ କରିବାକୁ ନିର୍ଦ୍ଦେଶ ଦିଆଯାଇଥିଲା ।: [268, 290, 386, 347]
accused-col-1: ଅଟକରେ ରହିଥିବା ଦୁଇ ଅଭିଯୁକ୍ତ ପୋଲିସ ସୁରକ୍ଷା ବଳୟରୁ ଖସି ପଳାଇଯାଇଥିବା ଘଟଣା ଚହଳ ସୃଷ୍ଟି କରିଛି । କୋର୍ଟକୁ ନେବା ସମୟରେ ସୁଯୋଗ ପାଇ ଦୁହେଁ ଫେରାର ହୋଇଯାଇଥିଲେ ।: [580, 889, 629, 1053]
divider: [698, 648, 937, 650]
brief-item: [8, 708, 128, 891]
registration-dot: [422, 1484, 431, 1493]
masthead-date: ମଙ୍ଗଳବାର, ୧୬ ମାର୍ଚ୍ଚ ୨୦୨୧: [42, 52, 142, 62]
road-block-photo-caption: ଜାତୀୟ ରାଜପଥରେ ଧାନ ବିକ୍ରି ଲାଗି ଧାରଣାରେ ଚାଷୀ ।: [750, 243, 885, 251]
bank-strike-story: [141, 433, 560, 792]
lead-col-3: ଜିଲ୍ଲା ପ୍ରଶାସନ ତରଫରୁ ପୂର୍ବରୁ ନିର୍ଦ୍ଦେଶନାମା ଜାରି କରାଯାଇଥିଲା ଯେ ମନ୍ଦିରରେ ଏକାସଙ୍ଗେ ଅଧିକ ଭକ୍ତ ପ୍ରବେଶ କରିପାରିବେ ନାହିଁ । ମାତ୍ର ଶିବରାତ୍ରି ଦିନ ସେ ନିର୍ଦ୍ଦେଶ କେବଳ କାଗଜକଲମରେ ସୀମିତ ରହିଥିଲା । ଦୂରଦୂରାନ୍ତରୁ ଆସିଥିବା ଭକ୍ତଙ୍କ ଯୋଗୁଁ ସଡ଼କରେ ମଧ୍ୟ ଯାନଜଟ ସୃଷ୍ଟି ହୋଇଥିଲା । ପାର୍କିଂ ବ୍ୟବସ୍ଥା ଅପର୍ଯ୍ୟାପ୍ତ ରହିଥିବାରୁ ଭକ୍ତମାନେ ଅସୁବିଧାର ସମ୍ମୁଖୀନ ହୋଇଥିଲେ ।: [567, 290, 685, 418]
